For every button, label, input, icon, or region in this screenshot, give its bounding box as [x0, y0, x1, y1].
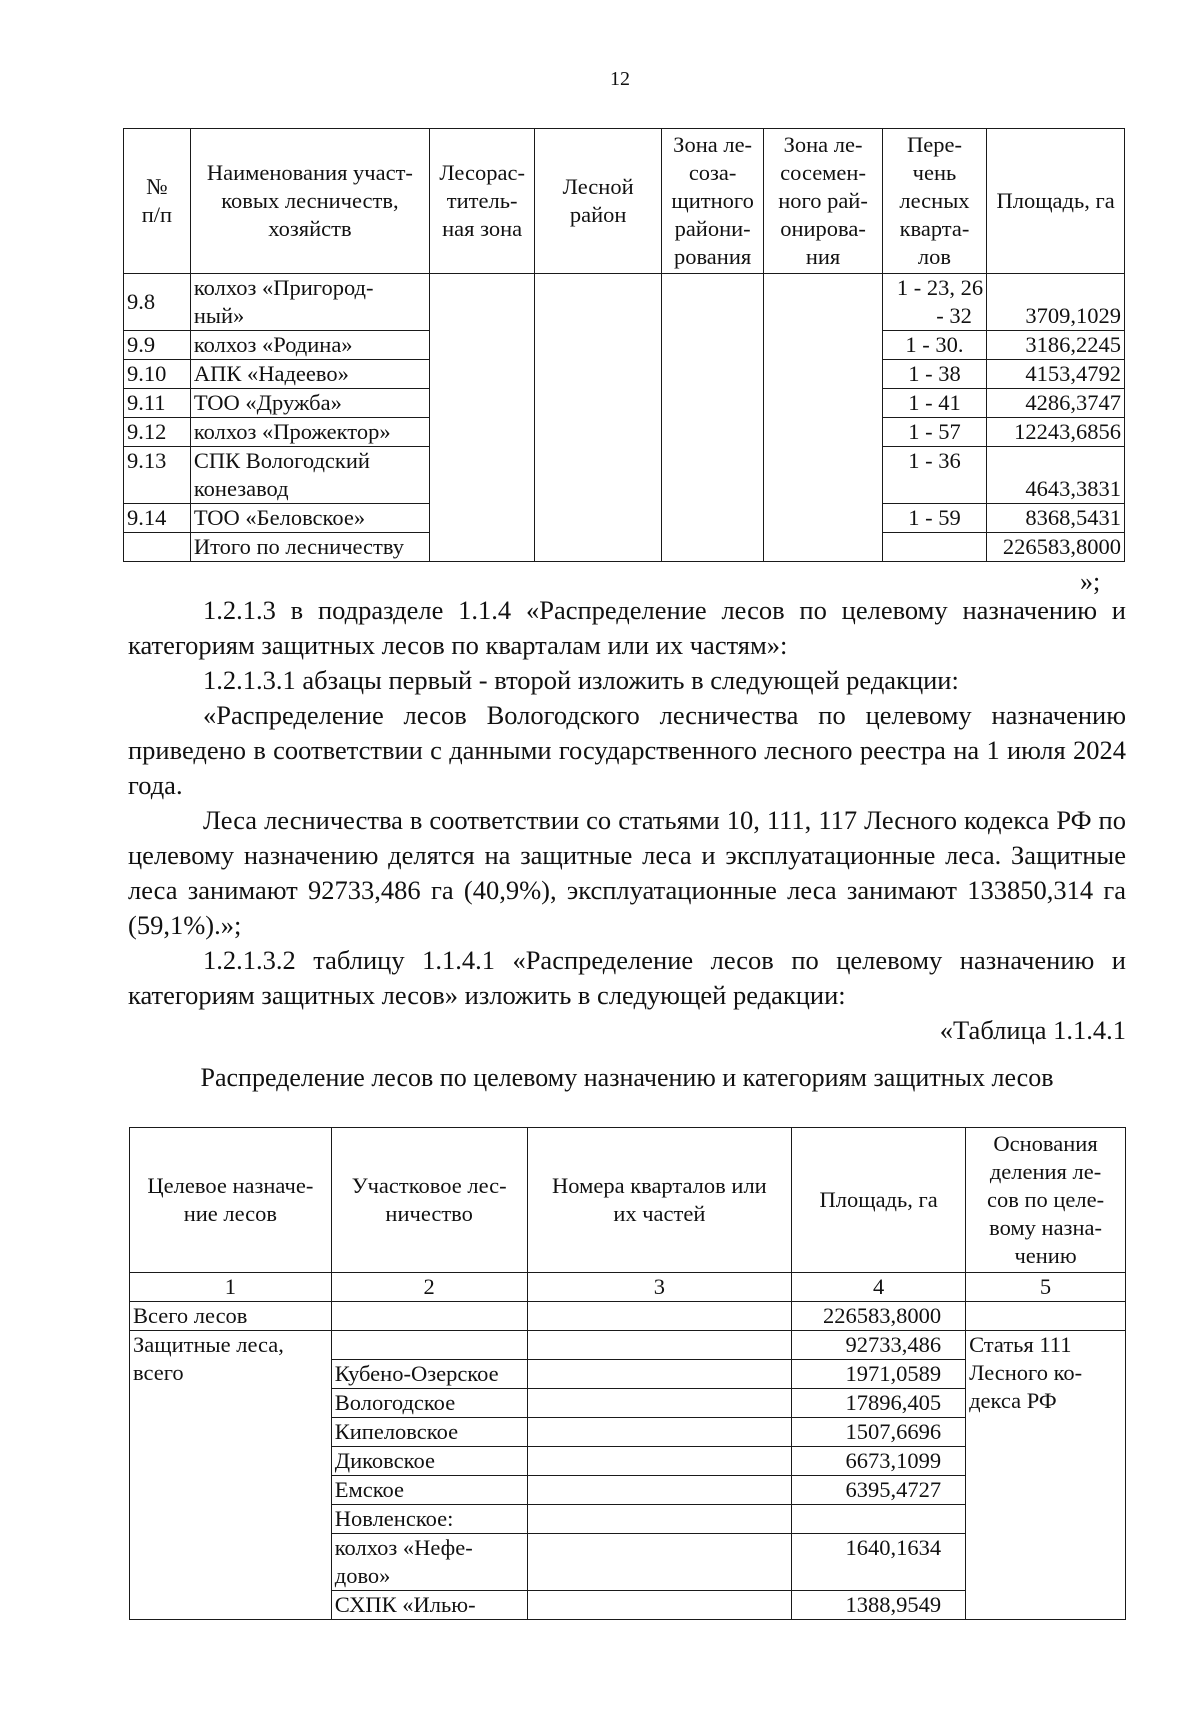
district-area: 1640,1634: [792, 1534, 966, 1591]
table-caption: Распределение лесов по целевому назначению и категориям защитных лесов: [200, 1063, 1054, 1092]
col-number: 1: [130, 1273, 332, 1302]
row-num: 9.8: [124, 274, 191, 331]
row-name: колхоз «Пригород- ный»: [190, 274, 429, 331]
row-quarters: 1 - 59: [882, 504, 986, 533]
protective-label: Защитные леса, всего: [130, 1331, 332, 1620]
col-number: 4: [792, 1273, 966, 1302]
protective-area: 92733,486: [792, 1331, 966, 1360]
closing-mark: »;: [1080, 567, 1101, 596]
row-quarters: 1 - 57: [882, 418, 986, 447]
col-number: 3: [527, 1273, 792, 1302]
row-area: 8368,5431: [987, 504, 1125, 533]
total-num-cell: [124, 533, 191, 562]
paragraph: 1.2.1.3 в подразделе 1.1.4 «Распределение лесов по целевому назначению и категориям защитных лесов по кварталам или их частям»:: [128, 595, 1126, 660]
basis-text: Статья 111 Лесного ко- декса РФ: [966, 1331, 1126, 1620]
row-area: 4286,3747: [987, 389, 1125, 418]
column-numbers-row: [130, 1273, 1126, 1302]
row-name: СПК Вологодский конезавод: [190, 447, 429, 504]
col-number: 5: [966, 1273, 1126, 1302]
total-area: 226583,8000: [987, 533, 1125, 562]
row-quarters: 1 - 38: [882, 360, 986, 389]
col-number: 2: [331, 1273, 527, 1302]
row-num: 9.14: [124, 504, 191, 533]
header-basis: Основания деления ле- сов по целе- вому назна- чению: [966, 1128, 1126, 1273]
district-name: Вологодское: [331, 1389, 527, 1418]
row-name: ТОО «Беловское»: [190, 504, 429, 533]
district-name: колхоз «Нефе- дово»: [331, 1534, 527, 1591]
header-protect-zone: Зона ле- соза- щитного райони- рования: [661, 129, 763, 274]
total-quarters-cell: [882, 533, 986, 562]
paragraph: 1.2.1.3.1 абзацы первый - второй изложить в следующей редакции:: [203, 665, 959, 695]
header-forest-region: Лесной район: [535, 129, 662, 274]
header-num: № п/п: [124, 129, 191, 274]
row-quarters: 1 - 41: [882, 389, 986, 418]
table-reference: «Таблица 1.1.4.1: [939, 1015, 1126, 1045]
seed-zone-cell: [764, 274, 883, 562]
paragraph: «Распределение лесов Вологодского лесничества по целевому назначению приведено в соответствии с данными государственного лесного реестра на 1 июля 2024 года.: [128, 700, 1126, 800]
forest-purpose-table: [129, 1127, 1126, 1620]
row-area: 4153,4792: [987, 360, 1125, 389]
total-label: Всего лесов: [130, 1302, 332, 1331]
forest-region-cell: [535, 274, 662, 562]
row-name: колхоз «Родина»: [190, 331, 429, 360]
paragraph: Леса лесничества в соответствии со статьями 10, 111, 117 Лесного кодекса РФ по целевому назначению делятся на защитные леса и эксплуатационные леса. Защитные леса занимают 92733,486 га (40,9%), эксплуатационные леса занимают 133850,314 га (59,1%).»;: [128, 805, 1126, 940]
header-district: Участковое лес- ничество: [331, 1128, 527, 1273]
row-quarters: 1 - 23, 26 - 32: [882, 274, 986, 331]
district-name: Кипеловское: [331, 1418, 527, 1447]
district-name: Емское: [331, 1476, 527, 1505]
header-purpose: Целевое назначе- ние лесов: [130, 1128, 332, 1273]
district-name: Кубено-Озерское: [331, 1360, 527, 1389]
row-quarters: 1 - 30.: [882, 331, 986, 360]
total-area: 226583,8000: [792, 1302, 966, 1331]
total-label: Итого по лесничеству: [190, 533, 429, 562]
row-name: колхоз «Прожектор»: [190, 418, 429, 447]
table-row: [124, 274, 1125, 331]
veg-zone-cell: [429, 274, 534, 562]
header-area: Площадь, га: [987, 129, 1125, 274]
row-name: ТОО «Дружба»: [190, 389, 429, 418]
page-number: 12: [610, 68, 630, 90]
row-area: 4643,3831: [987, 447, 1125, 504]
row-num: 9.12: [124, 418, 191, 447]
district-name: Новленское:: [331, 1505, 527, 1534]
row-quarters: 1 - 36: [882, 447, 986, 504]
header-name: Наименования участ- ковых лесничеств, хозяйств: [190, 129, 429, 274]
row-area: 12243,6856: [987, 418, 1125, 447]
row-area: 3186,2245: [987, 331, 1125, 360]
row-num: 9.11: [124, 389, 191, 418]
header-area: Площадь, га: [792, 1128, 966, 1273]
district-area: 1507,6696: [792, 1418, 966, 1447]
row-num: 9.10: [124, 360, 191, 389]
district-name: СХПК «Илью-: [331, 1591, 527, 1620]
district-area: 17896,405: [792, 1389, 966, 1418]
row-num: 9.13: [124, 447, 191, 504]
header-quarters: Пере- чень лесных кварта- лов: [882, 129, 986, 274]
district-name: Диковское: [331, 1447, 527, 1476]
row-num: 9.9: [124, 331, 191, 360]
row-name: АПК «Надеево»: [190, 360, 429, 389]
protect-zone-cell: [661, 274, 763, 562]
header-veg-zone: Лесорас- титель- ная зона: [429, 129, 534, 274]
header-quarters: Номера кварталов или их частей: [527, 1128, 792, 1273]
paragraph: 1.2.1.3.2 таблицу 1.1.4.1 «Распределение лесов по целевому назначению и категориям защитных лесов» изложить в следующей редакции:: [128, 945, 1126, 1010]
forest-districts-table: [123, 128, 1125, 562]
district-area: 6395,4727: [792, 1476, 966, 1505]
district-area: [792, 1505, 966, 1534]
header-seed-zone: Зона ле- сосемен- ного рай- онирова- ния: [764, 129, 883, 274]
protective-row: [130, 1331, 1126, 1360]
district-area: 1388,9549: [792, 1591, 966, 1620]
total-row: [130, 1302, 1126, 1331]
district-area: 1971,0589: [792, 1360, 966, 1389]
body-text: [128, 593, 1126, 1048]
district-area: 6673,1099: [792, 1447, 966, 1476]
row-area: 3709,1029: [987, 274, 1125, 331]
